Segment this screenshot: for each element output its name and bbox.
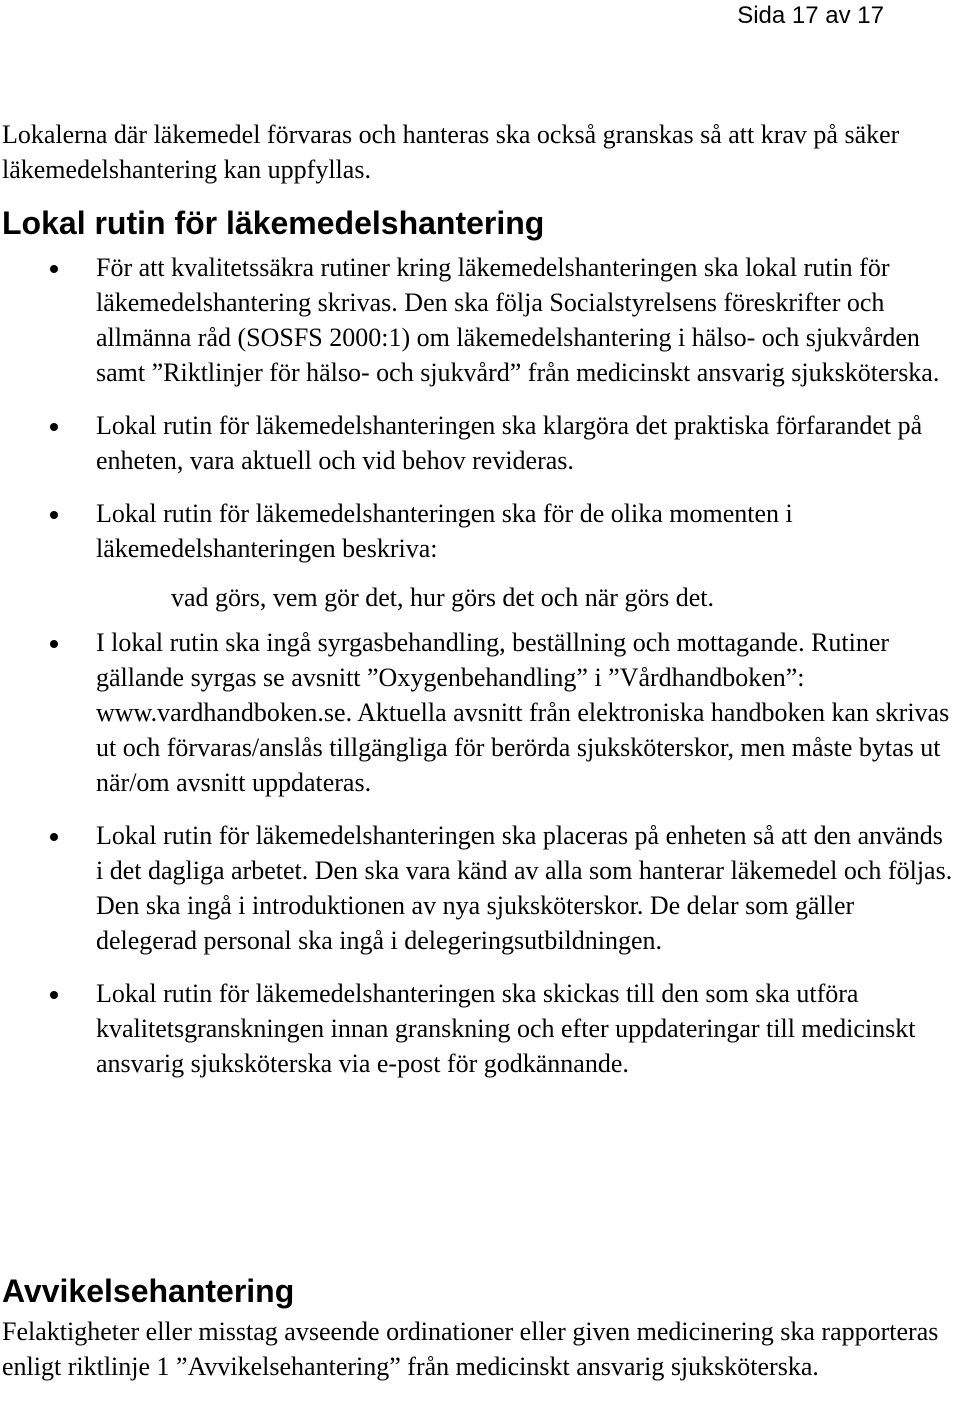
section-heading-local-routine: Lokal rutin för läkemedelshantering [2, 205, 545, 241]
list-item [0, 408, 960, 478]
bullet-icon [50, 640, 58, 648]
bullet-icon [50, 423, 58, 431]
routine-bullet-list [0, 250, 960, 1099]
list-item-text: För att kvalitetssäkra rutiner kring läkemedelshanteringen ska lokal rutin för läkemedelshantering skrivas. Den ska följa Socialstyrelsens föreskrifter och allmänna råd (SOSFS 2000:1) om läkemedelshantering i hälso- och sjukvården samt ”Riktlinjer för hälso- och sjukvård” från medicinskt ansvarig sjuksköterska. [96, 253, 940, 387]
list-item-text: Lokal rutin för läkemedelshanteringen ska för de olika momenten i läkemedelshanteringen beskriva: [96, 499, 793, 563]
list-item-text: Lokal rutin för läkemedelshanteringen ska placeras på enheten så att den används i det dagliga arbetet. Den ska vara känd av alla som hanterar läkemedel och följas. Den ska ingå i introduktionen av nya sjuksköterskor. De delar som gäller delegerad personal ska ingå i delegeringsutbildningen. [96, 821, 953, 955]
list-item-text: I lokal rutin ska ingå syrgasbehandling, beställning och mottagande. Rutiner gällande syrgas se avsnitt ”Oxygenbehandling” i ”Vårdhandboken”: www.vardhandboken.se. Aktuella avsnitt från elektroniska handboken kan skrivas ut och förvaras/anslås tillgängliga för berörda sjuksköterskor, men måste bytas ut när/om avsnitt uppdateras. [96, 628, 950, 797]
deviation-paragraph: Felaktigheter eller misstag avseende ordinationer eller given medicinering ska rapporteras enligt riktlinje 1 ”Avvikelsehantering” från medicinskt ansvarig sjuksköterska. [2, 1317, 939, 1381]
list-item [0, 818, 960, 958]
bullet-icon [50, 265, 58, 273]
bullet-icon [50, 833, 58, 841]
list-item-subline: vad görs, vem gör det, hur görs det och när görs det. [171, 583, 714, 612]
bullet-icon [50, 991, 58, 999]
list-item [0, 625, 960, 800]
bullet-icon [50, 511, 58, 519]
list-item-text: Lokal rutin för läkemedelshanteringen ska skickas till den som ska utföra kvalitetsgranskningen innan granskning och efter uppdateringar till medicinskt ansvarig sjuksköterska via e-post för godkännande. [96, 979, 916, 1078]
list-item [0, 496, 960, 615]
list-item [0, 976, 960, 1081]
intro-paragraph: Lokalerna där läkemedel förvaras och hanteras ska också granskas så att krav på säker läkemedelshantering kan uppfyllas. [2, 120, 900, 184]
list-item-text: Lokal rutin för läkemedelshanteringen ska klargöra det praktiska förfarandet på enheten, vara aktuell och vid behov revideras. [96, 411, 923, 475]
section-heading-deviation: Avvikelsehantering [2, 1273, 295, 1309]
list-item [0, 250, 960, 390]
page-number: Sida 17 av 17 [737, 2, 884, 29]
